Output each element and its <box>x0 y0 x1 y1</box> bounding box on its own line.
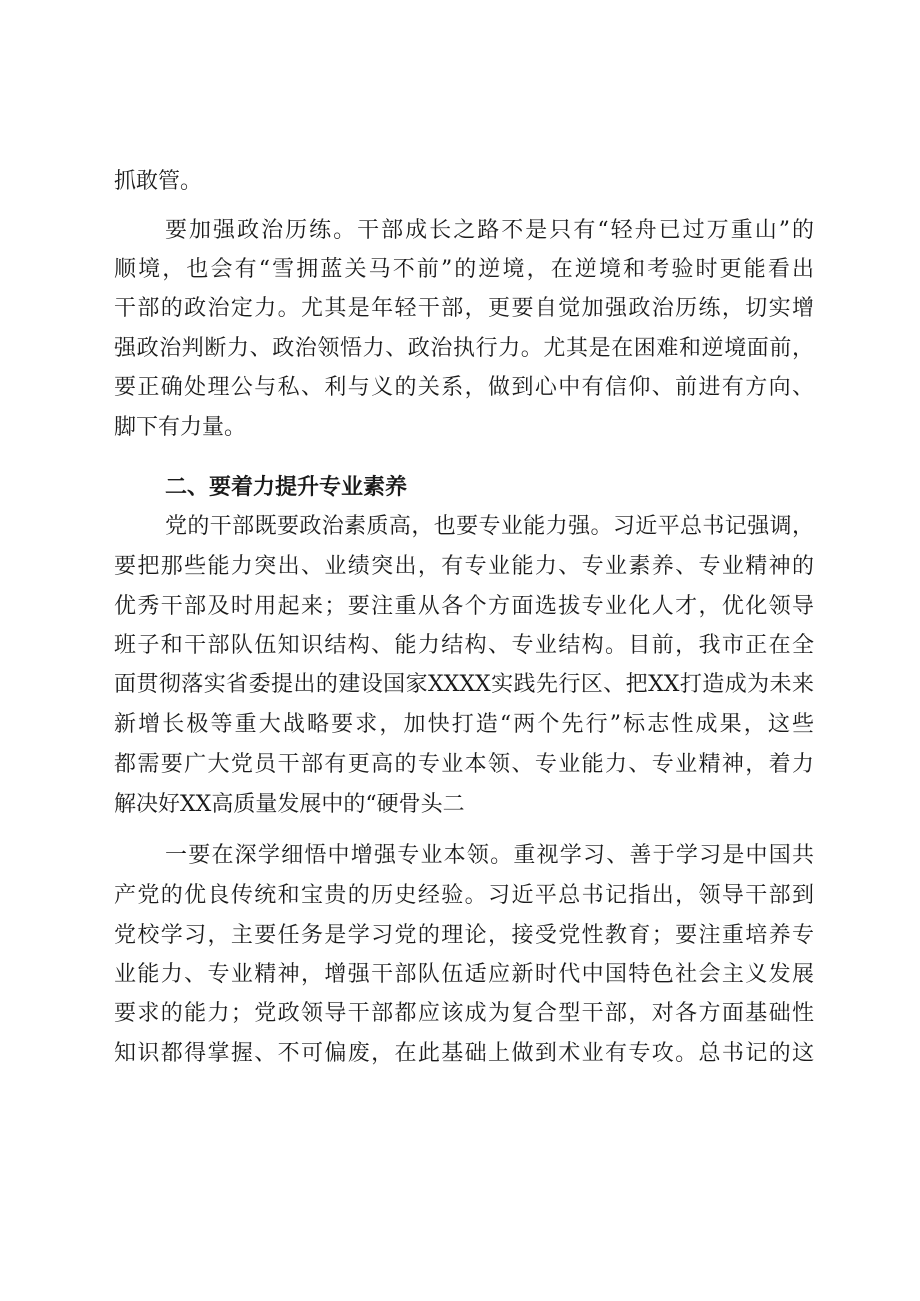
paragraph-4-line-2: 产党的优良传统和宝贵的历史经验。习近平总书记指出，领导干部到 <box>114 883 814 908</box>
paragraph-2-line-5: 要正确处理公与私、利与义的关系，做到心中有信仰、前进有方向、 <box>114 375 814 400</box>
paragraph-4-line-1: 一要在深学细悟中增强专业本领。重视学习、善于学习是中国共 <box>165 843 814 868</box>
paragraph-3-line-5: 面贯彻落实省委提出的建设国家XXXX实践先行区、把XX打造成为未来 <box>114 672 814 697</box>
paragraph-3-line-2: 要把那些能力突出、业绩突出，有专业能力、专业素养、专业精神的 <box>114 554 814 579</box>
section-heading: 二、要着力提升专业素养 <box>165 475 408 500</box>
paragraph-3-line-3: 优秀干部及时用起来；要注重从各个方面选拔专业化人才，优化领导 <box>114 594 814 619</box>
paragraph-4-line-4: 业能力、专业精神，增强干部队伍适应新时代中国特色社会主义发展 <box>114 962 814 987</box>
paragraph-4-line-5: 要求的能力；党政领导干部都应该成为复合型干部，对各方面基础性 <box>114 1001 814 1026</box>
paragraph-2-line-1: 要加强政治历练。干部成长之路不是只有“轻舟已过万重山”的 <box>165 218 814 243</box>
paragraph-2-line-6: 脚下有力量。 <box>114 415 247 440</box>
paragraph-1-tail: 抓敢管。 <box>114 169 203 194</box>
paragraph-3-line-8: 解决好XX高质量发展中的“硬骨头二 <box>114 792 465 817</box>
paragraph-3-line-1: 党的干部既要政治素质高，也要专业能力强。习近平总书记强调， <box>165 514 814 539</box>
paragraph-3-line-7: 都需要广大党员干部有更高的专业本领、专业能力、专业精神，着力 <box>114 752 814 777</box>
paragraph-3-line-6: 新增长极等重大战略要求，加快打造“两个先行”标志性成果，这些 <box>114 712 814 737</box>
paragraph-2-line-3: 干部的政治定力。尤其是年轻干部，更要自觉加强政治历练，切实增 <box>114 296 814 321</box>
paragraph-3-line-4: 班子和干部队伍知识结构、能力结构、专业结构。目前，我市正在全 <box>114 633 814 658</box>
paragraph-4-line-3: 党校学习，主要任务是学习党的理论，接受党性教育；要注重培养专 <box>114 923 814 948</box>
paragraph-2-line-4: 强政治判断力、政治领悟力、政治执行力。尤其是在困难和逆境面前， <box>114 336 814 361</box>
paragraph-2-line-2: 顺境，也会有“雪拥蓝关马不前”的逆境，在逆境和考验时更能看出 <box>114 257 814 282</box>
paragraph-4-line-6: 知识都得掌握、不可偏废，在此基础上做到术业有专攻。总书记的这 <box>114 1041 814 1066</box>
